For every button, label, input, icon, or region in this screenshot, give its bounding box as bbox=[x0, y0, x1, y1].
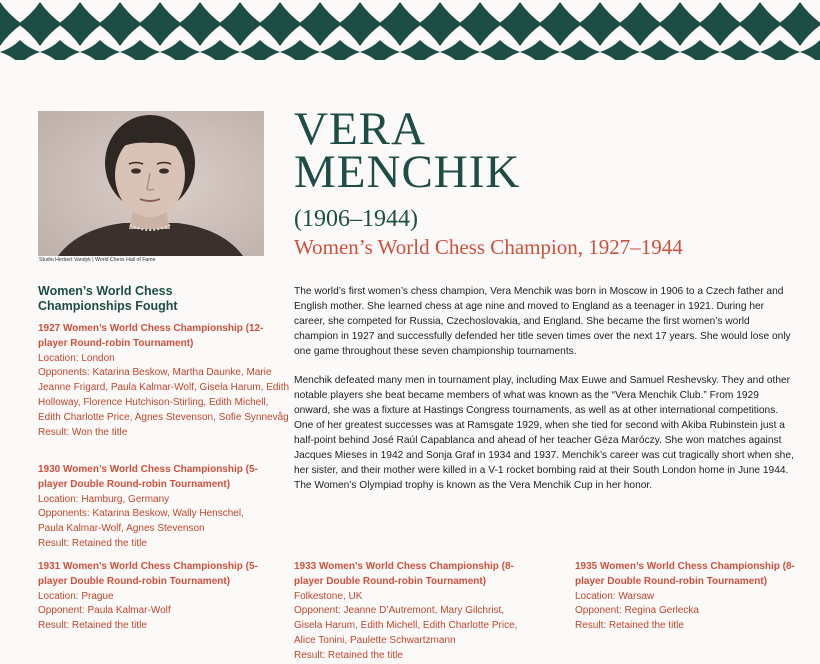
page-title bbox=[294, 103, 521, 198]
championship-location: Location: Hamburg, Germany bbox=[38, 493, 170, 505]
name-line-last: MENCHIK bbox=[294, 146, 521, 198]
championship-location: Location: Prague bbox=[38, 590, 114, 602]
championship-title: 1933 Women’s World Chess Championship (8-player Double Round-robin Tournament) bbox=[294, 561, 514, 587]
portrait-image bbox=[38, 111, 264, 256]
championship-title: 1930 Women’s World Chess Championship (5-player Double Round-robin Tournament) bbox=[38, 464, 258, 490]
photo-credit: Studio Herbert Vandyk | World Chess Hall of Fame bbox=[39, 257, 156, 263]
life-years: (1906–1944) bbox=[294, 206, 418, 232]
championship-opponents: Opponent: Regina Gerlecka bbox=[575, 605, 699, 617]
biography bbox=[294, 284, 794, 507]
championship-location: Location: Warsaw bbox=[575, 590, 655, 602]
championship-title: 1935 Women’s World Chess Championship (8-player Double Round-robin Tournament) bbox=[575, 561, 795, 587]
championship-entry bbox=[575, 560, 797, 634]
decorative-pattern-banner bbox=[0, 0, 820, 60]
championship-result: Result: Retained the title bbox=[294, 649, 403, 661]
championship-opponents: Opponent: Jeanne D’Autremont, Mary Gilchrist, Gisela Harum, Edith Michell, Edith Charlotte Price, Alice Tonini, Paulette Schwartzmann bbox=[294, 605, 518, 646]
championship-title: 1927 Women’s World Chess Championship (12-player Round-robin Tournament) bbox=[38, 323, 264, 349]
championship-result: Result: Won the title bbox=[38, 426, 128, 438]
championships-heading: Women’s World Chess Championships Fought bbox=[38, 284, 178, 313]
championship-location: Folkestone, UK bbox=[294, 590, 363, 602]
championship-result: Result: Retained the title bbox=[38, 620, 147, 632]
championship-entry bbox=[294, 560, 526, 664]
biography-paragraph: The world’s first women’s chess champion, Vera Menchik was born in Moscow in 1906 to a Czech father and English mother. She learned chess at age nine and moved to England as a teenager in 1921. During her career, she competed for Russia, Czechoslovakia, and England. She became the first women’s world champion in 1927 and successfully defended her title seven times over the next 17 years. She would lose only one game throughout these seven championship tournaments. bbox=[294, 286, 791, 357]
championship-opponents: Opponent: Paula Kalmar-Wolf bbox=[38, 605, 171, 617]
championship-location: Location: London bbox=[38, 352, 115, 364]
championship-entry bbox=[38, 463, 260, 552]
championship-result: Result: Retained the title bbox=[38, 537, 147, 549]
subtitle: Women’s World Chess Champion, 1927–1944 bbox=[294, 235, 683, 259]
championship-opponents: Opponents: Katarina Beskow, Martha Daunke, Marie Jeanne Frigard, Paula Kalmar-Wolf, Gisela Harum, Edith Holloway, Florence Hutchison-Stirling, Edith Michell, Edith Charlotte Price, Agnes Stevenson, Sofie Synnevåg bbox=[38, 367, 290, 423]
championship-result: Result: Retained the title bbox=[575, 620, 684, 632]
championship-opponents: Opponents: Katarina Beskow, Wally Henschel, Paula Kalmar-Wolf, Agnes Stevenson bbox=[38, 508, 244, 535]
biography-paragraph: Menchik defeated many men in tournament play, including Max Euwe and Samuel Reshevsky. They and other notable players she beat became members of what was known as the “Vera Menchik Club.” From 1929 onward, she was a fixture at Hastings Congress tournaments, as well as at other international competitions. One of her greatest successes was at Ramsgate 1929, when she tied for second with Akiba Rubinstein just a half-point behind José Raúl Capablanca and ahead of her teacher Géza Maróczy. She won matches against Jacques Mieses in 1942 and Sonja Graf in 1934 and 1937. Menchik’s career was cut tragically short when she, her sister, and their mother were killed in a V-1 rocket bombing raid at their South London home in June 1944. The Women’s Olympiad trophy is known as the Vera Menchik Cup in her honor. bbox=[294, 375, 794, 491]
portrait-photo bbox=[38, 111, 264, 256]
championship-entry bbox=[38, 560, 260, 634]
championship-entry bbox=[38, 322, 290, 440]
name-line-first: VERA bbox=[294, 103, 426, 155]
championship-title: 1931 Women’s World Chess Championship (5-player Double Round-robin Tournament) bbox=[38, 561, 258, 587]
